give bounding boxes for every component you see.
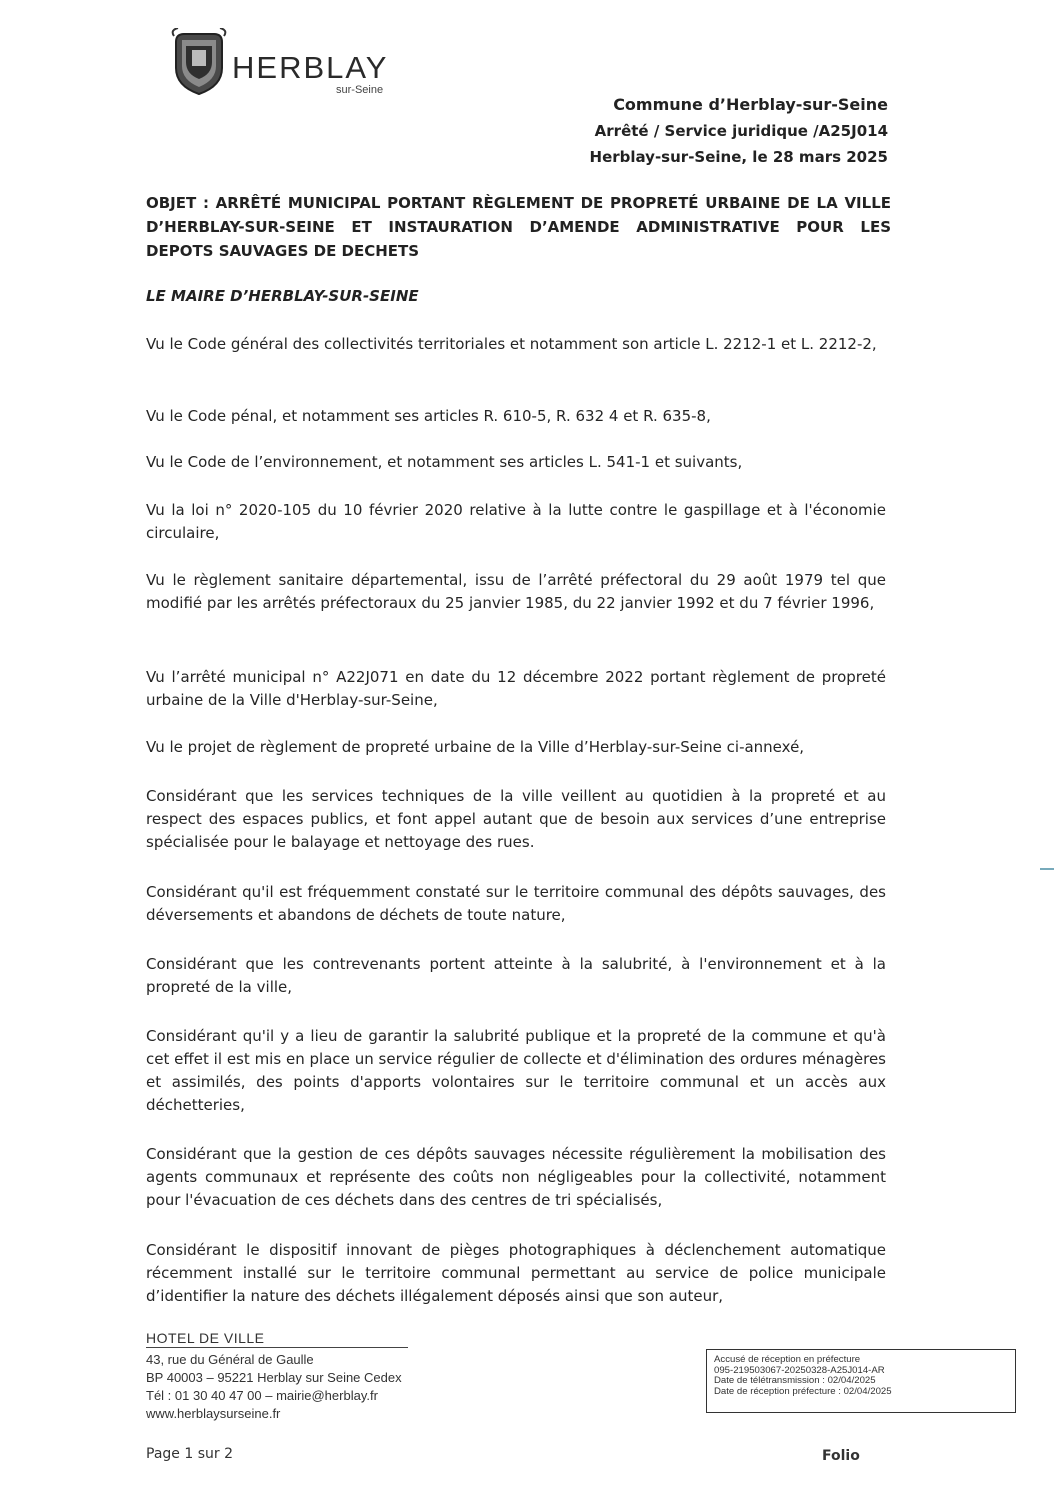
- folio-label: Folio: [822, 1448, 860, 1464]
- paragraph: Considérant qu'il est fréquemment constaté sur le territoire communal des dépôts sauvages, des déversements et abandons de déchets de toute nature,: [146, 883, 886, 924]
- paragraph: Considérant que la gestion de ces dépôts sauvages nécessite régulièrement la mobilisation des agents communaux et représente des coûts non négligeables pour la collectivité, notamment pour l'évacuation de ces déchets dans des centres de tri spécialisés,: [146, 1145, 886, 1209]
- paragraph: Considérant que les contrevenants portent atteinte à la salubrité, à l'environnement et à la propreté de la ville,: [146, 955, 886, 996]
- stamp-line: Date de réception préfecture : 02/04/2025: [714, 1385, 892, 1397]
- document-date: Herblay-sur-Seine, le 28 mars 2025: [589, 148, 888, 166]
- document-subject: OBJET : ARRÊTÉ MUNICIPAL PORTANT RÈGLEMENT DE PROPRETÉ URBAINE DE LA VILLE D’HERBLAY-SUR-SEINE ET INSTAURATION D’AMENDE ADMINISTRATIVE POUR LES DEPOTS SAUVAGES DE DECHETS: [146, 194, 891, 260]
- footer-website: www.herblaysurseine.fr: [146, 1406, 281, 1421]
- city-crest-icon: [170, 28, 228, 96]
- paragraph: Vu le Code de l’environnement, et notamment ses articles L. 541-1 et suivants,: [146, 453, 743, 471]
- prefecture-receipt-stamp: [706, 1349, 1016, 1413]
- mayor-heading: LE MAIRE D’HERBLAY-SUR-SEINE: [146, 287, 419, 305]
- commune-name: Commune d’Herblay-sur-Seine: [613, 95, 888, 114]
- paragraph: Vu la loi n° 2020-105 du 10 février 2020 relative à la lutte contre le gaspillage et à l'économie circulaire,: [146, 501, 886, 542]
- stamp-line: 095-219503067-20250328-A25J014-AR: [714, 1364, 885, 1376]
- scan-edge-mark: [1040, 868, 1054, 870]
- paragraph: Vu le projet de règlement de propreté urbaine de la Ville d’Herblay-sur-Seine ci-annexé,: [146, 738, 805, 756]
- paragraph: Considérant qu'il y a lieu de garantir la salubrité publique et la propreté de la commune et qu'à cet effet il est mis en place un service régulier de collecte et d'élimination des ordures ménagères et assimilés, des points d'apports volontaires sur le territoire communal et un accès aux déchetteries,: [146, 1027, 886, 1114]
- footer-contact: Tél : 01 30 40 47 00 – mairie@herblay.fr: [146, 1388, 378, 1403]
- paragraph: Vu le Code pénal, et notamment ses articles R. 610-5, R. 632 4 et R. 635-8,: [146, 407, 711, 425]
- document-header: [590, 92, 888, 170]
- footer-street: 43, rue du Général de Gaulle: [146, 1352, 314, 1367]
- paragraph: Vu l’arrêté municipal n° A22J071 en date du 12 décembre 2022 portant règlement de propreté urbaine de la Ville d'Herblay-sur-Seine,: [146, 668, 886, 709]
- footer-address: [146, 1330, 408, 1423]
- logo-name: HERBLAY: [232, 50, 389, 85]
- page-number: Page 1 sur 2: [146, 1446, 233, 1462]
- logo-subtitle: sur-Seine: [336, 84, 384, 96]
- document-reference: Arrêté / Service juridique /A25J014: [594, 122, 888, 140]
- paragraph: Vu le règlement sanitaire départemental, issu de l’arrêté préfectoral du 29 août 1979 tel que modifié par les arrêtés préfectoraux du 25 janvier 1985, du 22 janvier 1992 et du 7 février 1996,: [146, 571, 886, 612]
- stamp-line: Date de télétransmission : 02/04/2025: [714, 1375, 876, 1386]
- stamp-line: Accusé de réception en préfecture: [714, 1354, 861, 1365]
- paragraph: Considérant que les services techniques de la ville veillent au quotidien à la propreté et au respect des espaces publics, et font appel autant que de besoin aux services d’une entreprise spécialisée pour le balayage et nettoyage des rues.: [146, 787, 886, 851]
- city-logo: [170, 28, 420, 100]
- footer-bp: BP 40003 – 95221 Herblay sur Seine Cedex: [146, 1370, 402, 1385]
- footer-hotel-title: HOTEL DE VILLE: [146, 1330, 408, 1348]
- paragraph: Considérant le dispositif innovant de pièges photographiques à déclenchement automatique récemment installé sur le territoire communal permettant au service de police municipale d’identifier la nature des déchets illégalement déposés ainsi que son auteur,: [146, 1241, 886, 1305]
- paragraph: Vu le Code général des collectivités territoriales et notamment son article L. 2212-1 et L. 2212-2,: [146, 335, 877, 353]
